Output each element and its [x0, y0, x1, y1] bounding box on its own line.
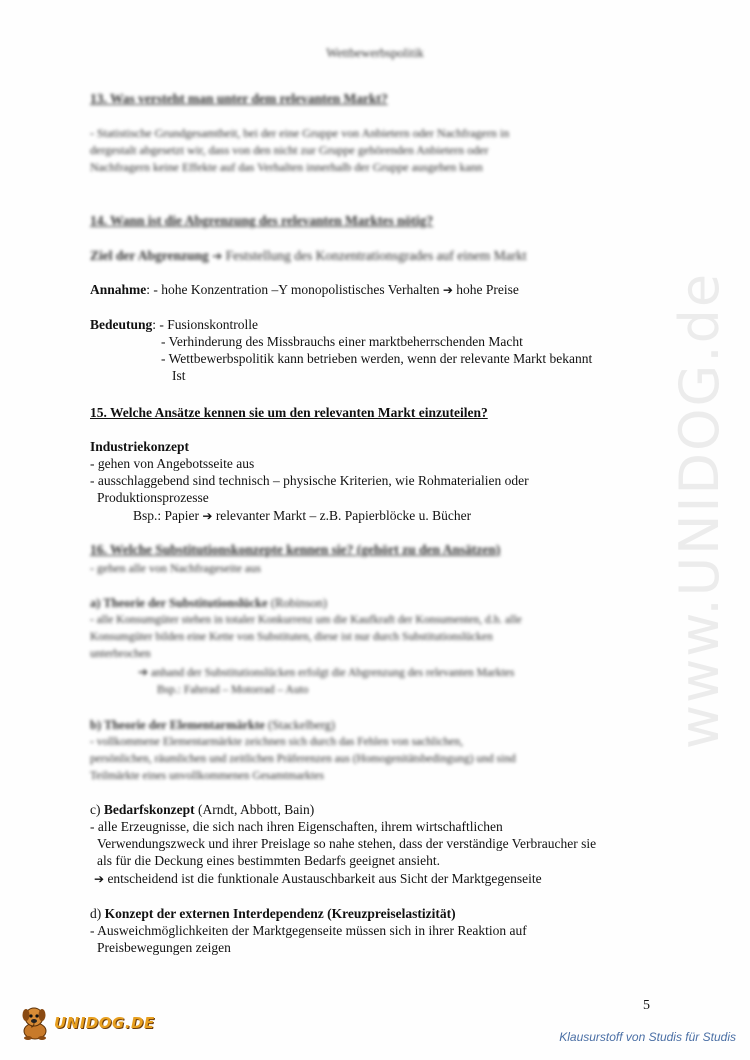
q14-meaning [90, 316, 258, 334]
q15-title: 15. Welche Ansätze kennen sie um den relevanten Markt einzuteilen? [90, 405, 488, 420]
q16-a-example: Bsp.: Fahrrad – Motorrad – Auto [157, 684, 309, 696]
unidog-logo [18, 1005, 155, 1041]
q16-c-heading [90, 801, 314, 819]
q16-d-title: Konzept der externen Interdependenz (Kreuzpreiselastizität) [104, 906, 456, 921]
q16-a-title: a) Theorie der Substitutionslücke [90, 596, 268, 610]
page-number: 5 [643, 998, 650, 1013]
q16-d-prefix: d) [90, 906, 105, 921]
arrow-icon: ➔ [212, 249, 223, 263]
q16-d-line-1: - Ausweichmöglichkeiten der Marktgegenseite müssen sich in ihrer Reaktion auf [90, 923, 527, 938]
watermark-text: www.UNIDOG.de [668, 271, 732, 749]
q16-c-line-1: - alle Erzeugnisse, die sich nach ihren Eigenschaften, ihrem wirtschaftlichen [90, 819, 503, 834]
q14-assumption-text: : - hohe Konzentration –Y monopolistisches Verhalten [146, 282, 440, 297]
q16-c-conclusion-text: entscheidend ist die funktionale Austauschbarkeit aus Sicht der Marktgegenseite [107, 871, 542, 886]
q16-a-heading [90, 594, 327, 612]
q16-c-conclusion [94, 870, 542, 888]
watermark [665, 271, 735, 749]
q16-b-title: b) Theorie der Elementarmärkte [90, 718, 265, 732]
q16-c-line-2: Verwendungszweck und ihrer Preislage so nahe stehen, dass der verständige Verbraucher sie [97, 836, 597, 851]
q15-line-3: Produktionsprozesse [97, 490, 209, 505]
logo-text: UNIDOG.DE [54, 1014, 155, 1032]
q16-c-title: Bedarfskonzept [103, 802, 195, 817]
footer-tagline: Klausurstoff von Studis für Studis [559, 1030, 736, 1044]
q16-d-line-2: Preisbewegungen zeigen [97, 940, 231, 955]
q14-goal-text: Feststellung des Konzentrationsgrades auf einem Markt [225, 248, 527, 263]
arrow-icon: ➔ [442, 283, 453, 297]
q16-b-author: (Stackelberg) [267, 718, 336, 732]
q16-b-line-2: persönlichen, räumlichen und zeitlichen Präferenzen aus (Homogenitätsbedingung) und sind [90, 753, 516, 765]
q16-a-conclusion-text: anhand der Substitutionslücken erfolgt die Abgrenzung des relevanten Marktes [150, 667, 515, 679]
q13-line-1: - Statistische Grundgesamtheit, bei der eine Gruppe von Anbietern oder Nachfragern in [90, 126, 510, 140]
q16-b-line-3: Teilmärkte eines unvollkommenen Gesamtmarktes [90, 770, 324, 782]
q16-a-author: (Robinson) [270, 596, 328, 610]
q14-meaning-line-1: : - Fusionskontrolle [152, 317, 259, 332]
q15-example-a: Bsp.: Papier [133, 508, 199, 523]
q16-intro: - gehen alle von Nachfrageseite aus [90, 561, 261, 575]
q13-line-3: Nachfragern keine Effekte auf das Verhalten innerhalb der Gruppe ausgehen kann [90, 160, 483, 174]
q16-a-line-1: - alle Konsumgüter stehen in totaler Konkurrenz um die Kaufkraft der Konsumenten, d.h. alle [90, 614, 522, 626]
q14-meaning-line-2: - Verhinderung des Missbrauchs einer marktbeherrschenden Macht [161, 334, 523, 349]
q16-c-prefix: c) [90, 802, 104, 817]
q16-a-line-3: unterbrochen [90, 648, 151, 660]
q14-goal-label: Ziel der Abgrenzung [90, 248, 209, 263]
q15-line-2: - ausschlaggebend sind technisch – physische Kriterien, wie Rohmaterialien oder [90, 473, 529, 488]
q15-concept-title: Industriekonzept [90, 439, 190, 454]
q13-line-2: dergestalt abgesetzt wir, dass von den nicht zur Gruppe gehörenden Anbietern oder [90, 143, 489, 157]
q16-a-conclusion [138, 663, 514, 682]
arrow-icon: ➔ [138, 665, 149, 679]
arrow-icon: ➔ [202, 509, 213, 523]
q16-title: 16. Welche Substitutionskonzepte kennen sie? (gehört zu den Ansätzen) [90, 542, 501, 557]
q14-meaning-line-3: - Wettbewerbspolitik kann betrieben werden, wenn der relevante Markt bekannt [161, 351, 593, 366]
q16-b-heading [90, 716, 335, 734]
q14-goal [90, 247, 527, 265]
q14-title: 14. Wann ist die Abgrenzung des relevanten Marktes nötig? [90, 213, 434, 228]
q15-example-b: relevanter Markt – z.B. Papierblöcke u. Bücher [215, 508, 472, 523]
q13-title: 13. Was versteht man unter dem relevanten Markt? [90, 91, 388, 106]
q14-meaning-label: Bedeutung [90, 317, 153, 332]
q14-assumption-result: hohe Preise [456, 282, 519, 297]
q16-d-heading [90, 905, 456, 923]
arrow-icon: ➔ [94, 872, 105, 886]
q16-b-line-1: - vollkommene Elementarmärkte zeichnen sich durch das Fehlen von sachlichen, [90, 736, 463, 748]
page-header: Wettbewerbspolitik [326, 46, 424, 60]
q15-example [133, 507, 471, 525]
q14-assumption [90, 281, 519, 299]
q14-meaning-line-4: Ist [172, 368, 186, 383]
dog-mascot-icon [18, 1005, 52, 1041]
q15-line-1: - gehen von Angebotsseite aus [90, 456, 255, 471]
q14-assumption-label: Annahme [90, 282, 147, 297]
q16-a-line-2: Konsumgüter bilden eine Kette von Substituten, diese ist nur durch Substitutionslücken [90, 631, 493, 643]
q16-c-line-3: als für die Deckung eines bestimmten Bedarfs geeignet ansieht. [97, 853, 441, 868]
q16-c-author: (Arndt, Abbott, Bain) [194, 802, 315, 817]
